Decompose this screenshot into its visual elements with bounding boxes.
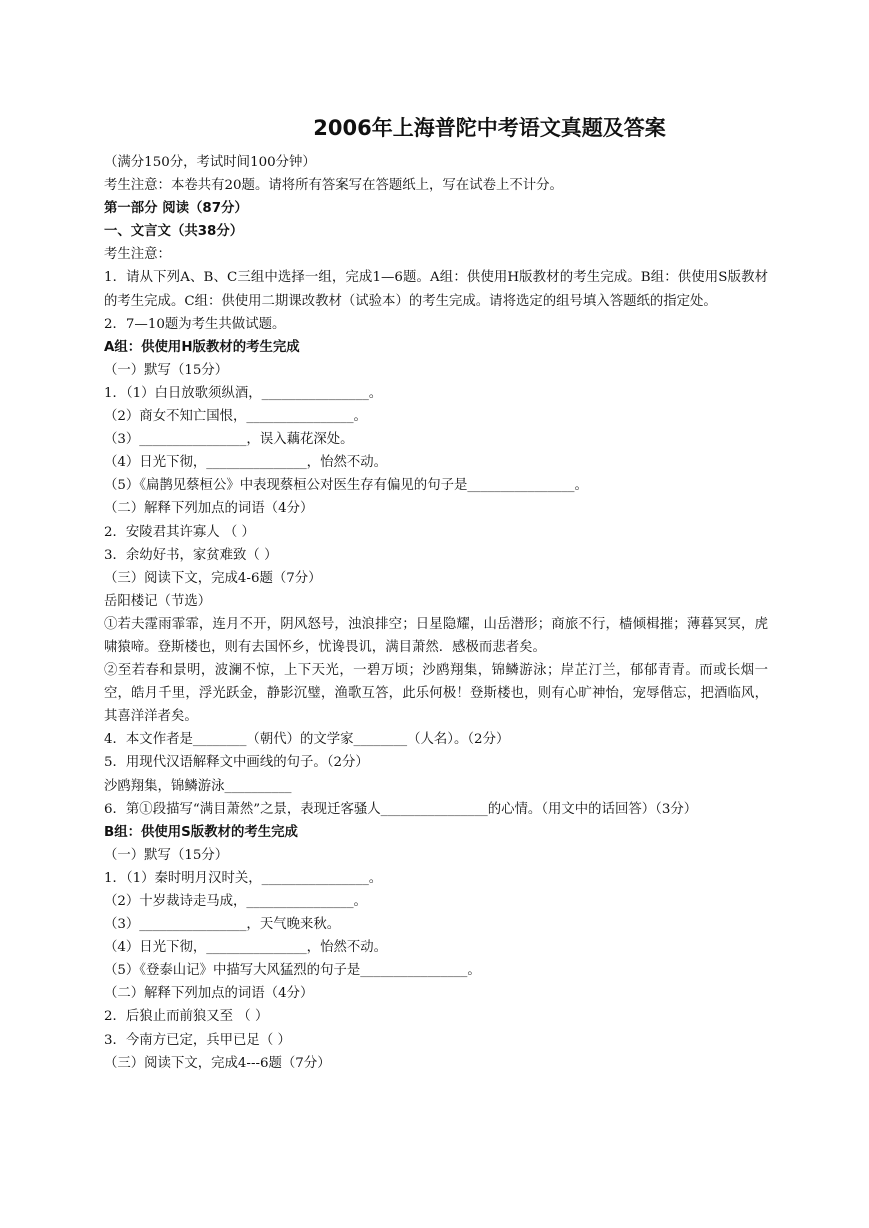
text-line: （三）阅读下文，完成4---6题（7分） [104, 1055, 331, 1071]
text-line: （2）十岁裁诗走马成，________________。 [104, 894, 367, 909]
text-line: 沙鸥翔集，锦鳞游泳__________ [104, 778, 292, 794]
text-line: 岳阳楼记（节选） [104, 593, 212, 609]
section-heading: 一、文言文（共38分） [104, 224, 244, 240]
text-line: （4）日光下彻，_______________，怡然不动。 [104, 455, 388, 471]
document-body [104, 151, 768, 1075]
text-line: （3）________________，误入藕花深处。 [104, 432, 354, 448]
page-title: 2006年上海普陀中考语文真题及答案 [313, 116, 666, 140]
text-line: 3．今南方已定，兵甲已足（ ） [104, 1032, 291, 1048]
text-line: 3．余幼好书，家贫难致（ ） [104, 547, 278, 563]
text-line: 1．（1）秦时明月汉时关，________________。 [104, 870, 383, 886]
text-line: （5）《登泰山记》中描写大风猛烈的句子是________________。 [104, 963, 481, 979]
text-line: （二）解释下列加点的词语（4分） [104, 501, 314, 517]
text-line: （4）日光下彻，_______________，怡然不动。 [104, 940, 388, 956]
section-heading: B组：供使用S版教材的考生完成 [104, 824, 298, 840]
text-line: 考生注意：本卷共有20题。请将所有答案写在答题纸上，写在试卷上不计分。 [104, 178, 563, 194]
paragraph: 1．请从下列A、B、C三组中选择一组，完成1—6题。A组：供使用H版教材的考生完成。B组：供使用S版教材的考生完成。C组：供使用二期课改教材（试验本）的考生完成。请将选定的组号填入答题纸的指定处。 [104, 270, 768, 309]
text-line: （3）________________，天气晚来秋。 [104, 917, 341, 933]
section-heading: 第一部分 阅读（87分） [104, 201, 248, 217]
text-line: （2）商女不知亡国恨，________________。 [104, 409, 367, 425]
text-line: 2．后狼止而前狼又至 （ ） [104, 1009, 269, 1025]
text-line: （二）解释下列加点的词语（4分） [104, 986, 314, 1002]
text-line: （5）《扁鹊见蔡桓公》中表现蔡桓公对医生存有偏见的句子是________________。 [104, 478, 588, 494]
text-line: （一）默写（15分） [104, 847, 229, 863]
section-heading: A组：供使用H版教材的考生完成 [104, 339, 300, 355]
text-line: 5．用现代汉语解释文中画线的句子。（2分） [104, 755, 369, 771]
paragraph: ②至若春和景明，波澜不惊，上下天光，一碧万顷；沙鸥翔集，锦鳞游泳；岸芷汀兰，郁郁青青。而或长烟一空，皓月千里，浮光跃金，静影沉璧，渔歌互答，此乐何极！登斯楼也，则有心旷神怡，宠辱偕忘，把酒临风，其喜洋洋者矣。 [104, 663, 768, 725]
paragraph: 6．第①段描写“满目萧然”之景，表现迁客骚人________________的心情。（用文中的话回答）（3分） [104, 801, 698, 817]
text-line: 2．安陵君其许寡人 （ ） [104, 524, 255, 540]
text-line: 4．本文作者是________（朝代）的文学家________（人名）。（2分） [104, 732, 510, 748]
text-line: 考生注意： [104, 247, 171, 263]
text-line: （三）阅读下文，完成4-6题（7分） [104, 570, 322, 586]
paragraph: ①若夫霪雨霏霏，连月不开，阴风怒号，浊浪排空；日星隐耀，山岳潜形；商旅不行，樯倾楫摧；薄暮冥冥，虎啸猿啼。登斯楼也，则有去国怀乡，忧谗畏讥，满目萧然．感极而悲者矣。 [104, 616, 768, 655]
text-line: 2．7—10题为考生共做试题。 [104, 316, 286, 332]
text-line: （满分150分，考试时间100分钟） [104, 155, 316, 170]
text-line: （一）默写（15分） [104, 362, 229, 378]
text-line: 1．（1）白日放歌须纵酒，________________。 [104, 385, 383, 401]
